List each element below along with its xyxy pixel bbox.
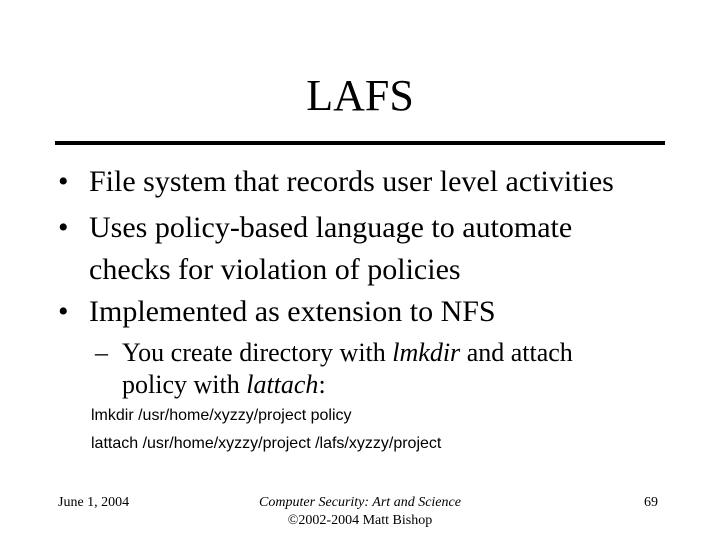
sub-bullet-text-continued <box>122 370 326 400</box>
sub-bullet-text-part: and attach <box>460 338 573 367</box>
footer-course-title: Computer Security: Art and Science <box>259 495 461 510</box>
footer-copyright: ©2002-2004 Matt Bishop <box>287 513 433 528</box>
bullet-text: File system that records user level activities <box>89 165 614 198</box>
sub-bullet-text <box>122 338 573 368</box>
bullet-text-continued: checks for violation of policies <box>89 253 461 286</box>
bullet-dot: • <box>58 295 69 328</box>
bullet-text: Implemented as extension to NFS <box>89 295 496 328</box>
command-name-lattach: lattach <box>246 370 319 399</box>
bullet-dot: • <box>58 165 69 198</box>
command-line-lattach: lattach /usr/home/xyzzy/project /lafs/xyzzy/project <box>91 435 442 452</box>
sub-bullet-text-part: You create directory with <box>122 338 393 367</box>
sub-bullet-text-part: policy with <box>122 370 247 399</box>
bullet-text: Uses policy-based language to automate <box>89 211 573 244</box>
command-line-lmkdir: lmkdir /usr/home/xyzzy/project policy <box>91 407 352 424</box>
title-divider <box>55 141 665 145</box>
footer-date: June 1, 2004 <box>58 495 130 510</box>
footer-course <box>0 494 720 530</box>
command-name-lmkdir: lmkdir <box>392 338 461 367</box>
footer-page-number: 69 <box>644 495 658 510</box>
bullet-dot: • <box>58 211 69 244</box>
slide-title: LAFS <box>306 71 414 120</box>
sub-bullet-text-part: : <box>318 370 326 399</box>
sub-bullet-dash: – <box>95 338 108 367</box>
